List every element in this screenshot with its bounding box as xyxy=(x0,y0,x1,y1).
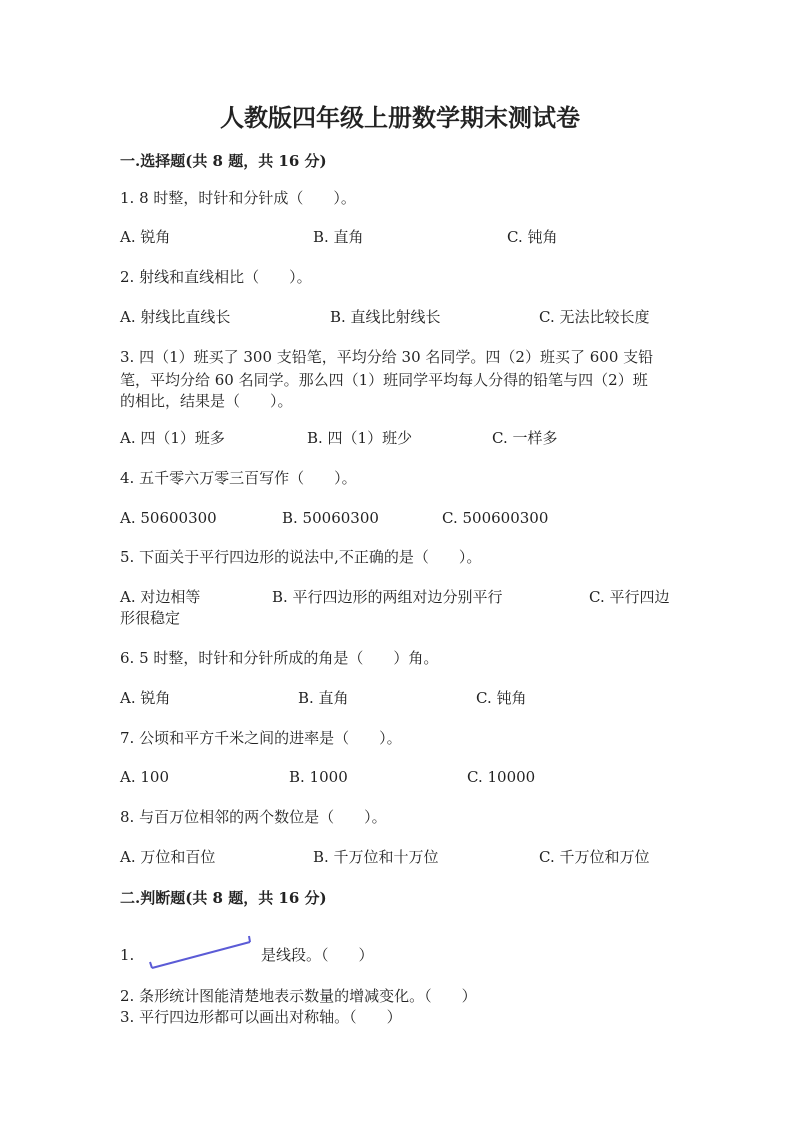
q2-option-c: C. 无法比较长度 xyxy=(539,308,650,326)
question-2: 2. 射线和直线相比（ ）。 xyxy=(120,268,312,286)
judge-2: 2. 条形统计图能清楚地表示数量的增减变化。（ ） xyxy=(120,987,477,1005)
question-3-line-3: 的相比，结果是（ ）。 xyxy=(120,392,293,410)
q5-option-a: A. 对边相等 xyxy=(120,588,201,606)
q1-option-b: B. 直角 xyxy=(313,228,364,246)
q7-option-a: A. 100 xyxy=(120,768,169,786)
q3-option-a: A. 四（1）班多 xyxy=(120,429,225,447)
q6-option-a: A. 锐角 xyxy=(120,689,171,707)
segment-end-tick-left xyxy=(150,962,152,968)
q3-option-b: B. 四（1）班少 xyxy=(307,429,413,447)
judge-1-text: 是线段。（ ） xyxy=(261,946,374,964)
q1-option-a: A. 锐角 xyxy=(120,228,171,246)
segment-line xyxy=(152,942,250,968)
q5-option-b: B. 平行四边形的两组对边分别平行 xyxy=(272,588,503,606)
question-8: 8. 与百万位相邻的两个数位是（ ）。 xyxy=(120,808,387,826)
q5-option-c: C. 平行四边 xyxy=(589,588,670,606)
section-heading-judge: 二.判断题(共 8 题，共 16 分) xyxy=(120,889,327,907)
question-3-line-2: 笔，平均分给 60 名同学。那么四（1）班同学平均每人分得的铅笔与四（2）班 xyxy=(120,371,648,389)
q7-option-c: C. 10000 xyxy=(467,768,536,786)
segment-end-tick-right xyxy=(249,936,250,942)
question-1: 1. 8 时整，时针和分针成（ ）。 xyxy=(120,189,356,207)
judge-3: 3. 平行四边形都可以画出对称轴。（ ） xyxy=(120,1008,402,1026)
q4-option-b: B. 50060300 xyxy=(282,509,379,527)
q8-option-b: B. 千万位和十万位 xyxy=(313,848,439,866)
line-segment-figure xyxy=(146,932,256,974)
q3-option-c: C. 一样多 xyxy=(492,429,558,447)
question-4: 4. 五千零六万零三百写作（ ）。 xyxy=(120,469,357,487)
q5-option-c-wrap: 形很稳定 xyxy=(120,609,181,627)
question-6: 6. 5 时整，时针和分针所成的角是（ ）角。 xyxy=(120,649,439,667)
question-7: 7. 公顷和平方千米之间的进率是（ ）。 xyxy=(120,729,402,747)
judge-1-number: 1. xyxy=(120,946,135,964)
q7-option-b: B. 1000 xyxy=(289,768,348,786)
q8-option-a: A. 万位和百位 xyxy=(120,848,216,866)
section-heading-choice: 一.选择题(共 8 题，共 16 分) xyxy=(120,152,327,170)
q4-option-a: A. 50600300 xyxy=(120,509,217,527)
question-5: 5. 下面关于平行四边形的说法中,不正确的是（ ）。 xyxy=(120,548,482,566)
q1-option-c: C. 钝角 xyxy=(507,228,558,246)
q6-option-c: C. 钝角 xyxy=(476,689,527,707)
q8-option-c: C. 千万位和万位 xyxy=(539,848,650,866)
q4-option-c: C. 500600300 xyxy=(442,509,549,527)
q6-option-b: B. 直角 xyxy=(298,689,349,707)
question-3-line-1: 3. 四（1）班买了 300 支铅笔，平均分给 30 名同学。四（2）班买了 600 支铅 xyxy=(120,348,654,366)
q2-option-a: A. 射线比直线长 xyxy=(120,308,231,326)
q2-option-b: B. 直线比射线长 xyxy=(330,308,441,326)
page-title: 人教版四年级上册数学期末测试卷 xyxy=(220,103,580,132)
